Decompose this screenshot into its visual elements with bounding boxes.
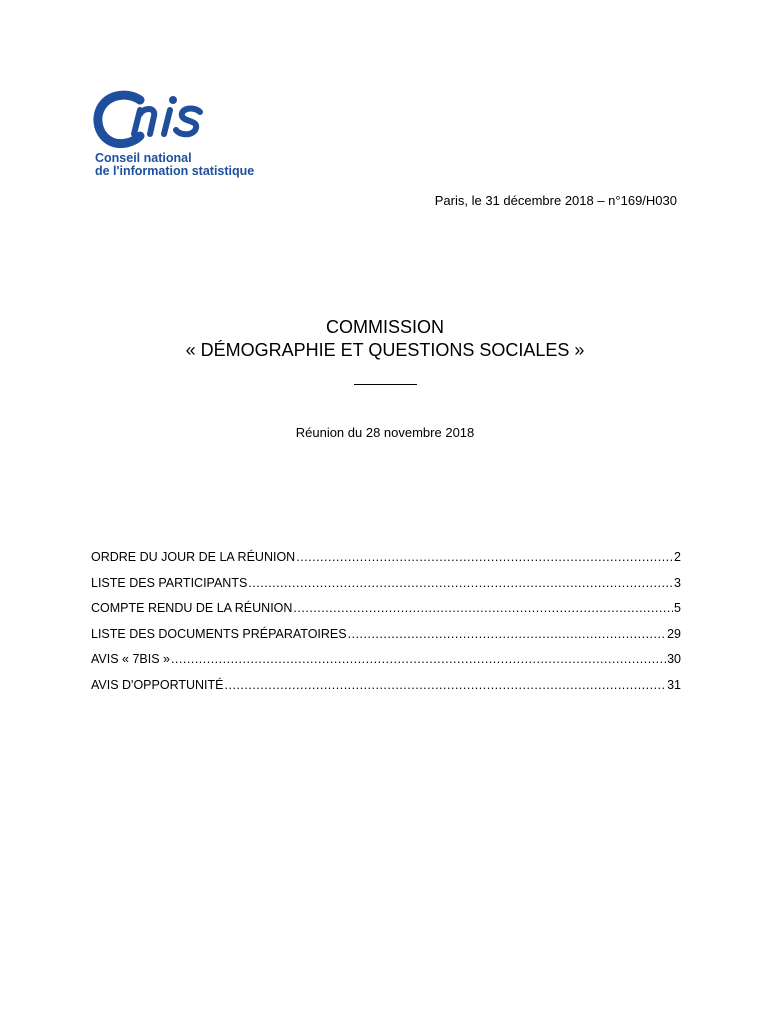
toc-leader-dots <box>248 576 673 590</box>
title-underline <box>354 384 417 385</box>
toc-entry-label: ORDRE DU JOUR DE LA RÉUNION <box>91 550 296 564</box>
document-title-line2: « DÉMOGRAPHIE ET QUESTIONS SOCIALES » <box>185 340 585 360</box>
toc-entry[interactable] <box>91 652 681 678</box>
toc-entry-page: 31 <box>667 677 681 692</box>
table-of-contents <box>91 550 681 703</box>
toc-entry-label: AVIS D'OPPORTUNITÉ <box>91 677 224 692</box>
toc-entry-label: COMPTE RENDU DE LA RÉUNION <box>91 601 293 615</box>
toc-leader-dots <box>225 678 667 692</box>
toc-leader-dots <box>296 550 673 564</box>
toc-entry-page: 30 <box>667 652 681 666</box>
toc-entry-page: 3 <box>674 575 681 590</box>
toc-entry[interactable] <box>91 550 681 576</box>
toc-leader-dots <box>293 601 673 615</box>
toc-entry-page: 5 <box>674 601 681 615</box>
toc-leader-dots <box>171 652 666 666</box>
toc-entry-page: 29 <box>667 626 681 641</box>
toc-entry-label: AVIS « 7BIS » <box>91 652 170 666</box>
cnis-logo <box>88 90 288 185</box>
org-name-line2: de l'information statistique <box>95 164 255 178</box>
toc-entry[interactable] <box>91 627 681 653</box>
cnis-logo-mark-icon <box>88 90 248 150</box>
toc-entry[interactable] <box>91 601 681 627</box>
toc-entry-label: LISTE DES PARTICIPANTS <box>91 575 248 590</box>
dateline: Paris, le 31 décembre 2018 – n°169/H030 <box>434 193 677 208</box>
toc-entry[interactable] <box>91 678 681 704</box>
toc-entry-page: 2 <box>674 550 681 564</box>
toc-entry-label: LISTE DES DOCUMENTS PRÉPARATOIRES <box>91 626 347 641</box>
meeting-date: Réunion du 28 novembre 2018 <box>295 425 475 440</box>
org-name-line1: Conseil national <box>95 151 192 165</box>
toc-entry[interactable] <box>91 576 681 602</box>
toc-leader-dots <box>348 627 666 641</box>
document-title-line1: COMMISSION <box>325 317 444 337</box>
